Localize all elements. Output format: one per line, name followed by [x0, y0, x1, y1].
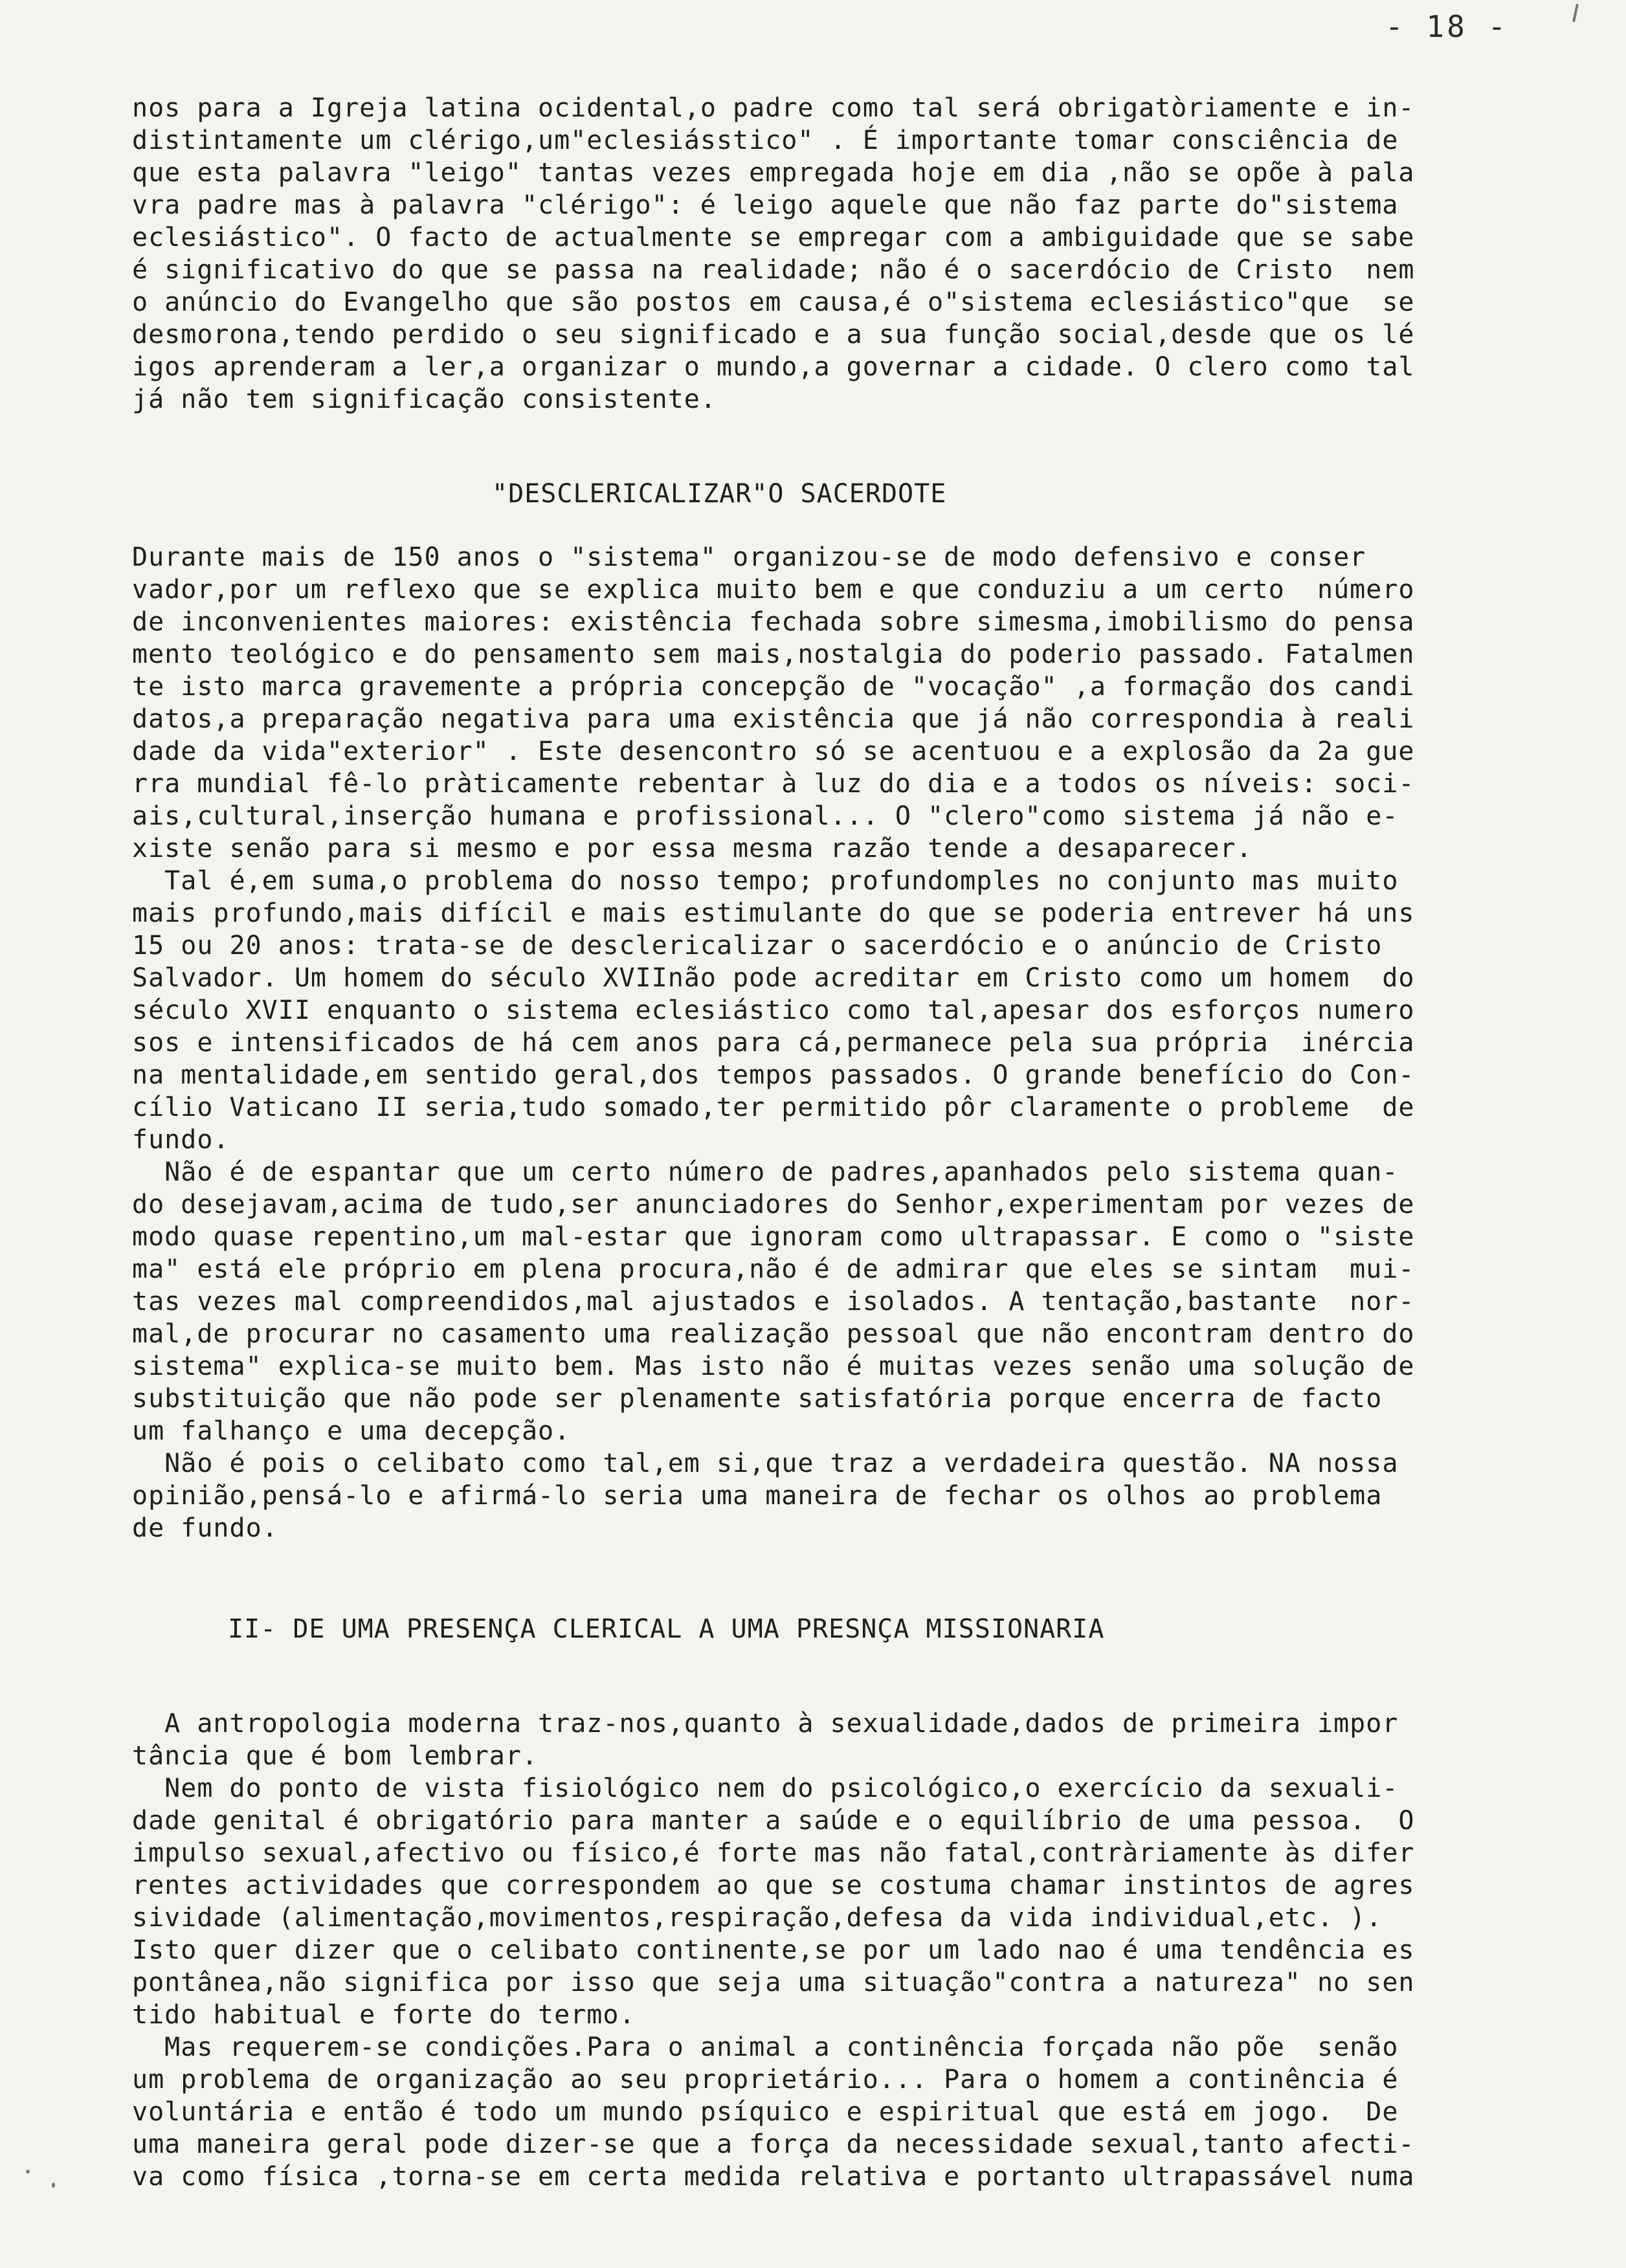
- text-line: de inconvenientes maiores: existência fechada sobre simesma,imobilismo do pensa: [132, 607, 1415, 637]
- corner-mark: [1572, 4, 1579, 22]
- scan-speck: [26, 2170, 30, 2174]
- text-line: desmorona,tendo perdido o seu significado e a sua função social,desde que os lé: [132, 320, 1415, 350]
- text-line: datos,a preparação negativa para uma existência que já não correspondia à reali: [132, 704, 1415, 734]
- text-line: dade da vida"exterior" . Este desencontro só se acentuou e a explosão da 2a gue: [132, 737, 1415, 766]
- text-line: distintamente um clérigo,um"eclesiásstico" . É importante tomar consciência de: [132, 126, 1399, 155]
- text-line: ais,cultural,inserção humana e profissional... O "clero"como sistema já não e-: [132, 801, 1399, 831]
- text-line: o anúncio do Evangelho que são postos em causa,é o"sistema eclesiástico"que se: [132, 287, 1415, 317]
- text-line: fundo.: [132, 1125, 230, 1155]
- text-line: ma" está ele próprio em plena procura,não é de admirar que eles se sintam mui-: [132, 1254, 1415, 1284]
- text-line: um falhanço e uma decepção.: [132, 1416, 571, 1446]
- text-line: na mentalidade,em sentido geral,dos tempos passados. O grande benefício do Con-: [132, 1060, 1415, 1090]
- text-line: cílio Vaticano II seria,tudo somado,ter permitido pôr claramente o probleme de: [132, 1093, 1415, 1122]
- text-line: Nem do ponto de vista fisiológico nem do psicológico,o exercício da sexuali-: [132, 1773, 1399, 1803]
- text-line: mento teológico e do pensamento sem mais,nostalgia do poderio passado. Fatalmen: [132, 639, 1415, 669]
- text-line: é significativo do que se passa na realidade; não é o sacerdócio de Cristo nem: [132, 255, 1415, 285]
- text-line: opinião,pensá-lo e afirmá-lo seria uma maneira de fechar os olhos ao problema: [132, 1481, 1383, 1511]
- text-line: vra padre mas à palavra "clérigo": é leigo aquele que não faz parte do"sistema: [132, 190, 1399, 220]
- text-line: tido habitual e forte do termo.: [132, 2000, 636, 2030]
- text-line: século XVII enquanto o sistema eclesiástico como tal,apesar dos esforços numero: [132, 995, 1415, 1025]
- text-line: te isto marca gravemente a própria concepção de "vocação" ,a formação dos candi: [132, 672, 1415, 702]
- text-line: uma maneira geral pode dizer-se que a força da necessidade sexual,tanto afecti-: [132, 2129, 1415, 2159]
- text-line: Mas requerem-se condições.Para o animal a continência forçada não põe senão: [132, 2032, 1399, 2062]
- text-line: Isto quer dizer que o celibato continente,se por um lado nao é uma tendência es: [132, 1935, 1415, 1965]
- text-line: igos aprenderam a ler,a organizar o mundo,a governar a cidade. O clero como tal: [132, 352, 1415, 382]
- text-line: 15 ou 20 anos: trata-se de desclericalizar o sacerdócio e o anúncio de Cristo: [132, 931, 1383, 961]
- text-line: que esta palavra "leigo" tantas vezes empregada hoje em dia ,não se opõe à pala: [132, 158, 1415, 188]
- text-line: A antropologia moderna traz-nos,quanto à sexualidade,dados de primeira impor: [132, 1709, 1399, 1739]
- text-line: tância que é bom lembrar.: [132, 1741, 539, 1771]
- text-line: dade genital é obrigatório para manter a saúde e o equilíbrio de uma pessoa. O: [132, 1806, 1415, 1836]
- text-line: de fundo.: [132, 1513, 278, 1543]
- text-line: nos para a Igreja latina ocidental,o padre como tal será obrigatòriamente e in-: [132, 93, 1415, 123]
- text-line: do desejavam,acima de tudo,ser anunciadores do Senhor,experimentam por vezes de: [132, 1190, 1415, 1219]
- text-line: voluntária e então é todo um mundo psíquico e espiritual que está em jogo. De: [132, 2097, 1399, 2127]
- text-line: rra mundial fê-lo pràticamente rebentar à luz do dia e a todos os níveis: soci-: [132, 769, 1415, 799]
- intro-paragraph: [132, 92, 1517, 416]
- text-line: sistema" explica-se muito bem. Mas isto não é muitas vezes senão uma solução de: [132, 1351, 1415, 1381]
- text-line: eclesiástico". O facto de actualmente se empregar com a ambiguidade que se sabe: [132, 223, 1415, 252]
- text-line: sividade (alimentação,movimentos,respiração,defesa da vida individual,etc. ).: [132, 1903, 1383, 1933]
- page-number: - 18 -: [1385, 9, 1509, 44]
- text-line: impulso sexual,afectivo ou físico,é forte mas não fatal,contràriamente às difer: [132, 1838, 1415, 1868]
- text-line: vador,por um reflexo que se explica muito bem e que conduziu a um certo número: [132, 575, 1415, 605]
- text-line: já não tem significação consistente.: [132, 384, 717, 414]
- section-2-body: [132, 1707, 1517, 2193]
- text-line: pontânea,não significa por isso que seja uma situação"contra a natureza" no sen: [132, 1968, 1415, 1997]
- text-line: xiste senão para si mesmo e por essa mesma razão tende a desaparecer.: [132, 834, 1253, 863]
- text-line: rentes actividades que correspondem ao que se costuma chamar instintos de agres: [132, 1871, 1415, 1900]
- text-line: um problema de organização ao seu proprietário... Para o homem a continência é: [132, 2065, 1399, 2095]
- section-heading-presenca-missionaria: II- DE UMA PRESENÇA CLERICAL A UMA PRESNÇA MISSIONARIA: [228, 1614, 1105, 1644]
- section-heading-desclericalizar: "DESCLERICALIZAR"O SACERDOTE: [492, 479, 947, 509]
- text-line: Não é de espantar que um certo número de padres,apanhados pelo sistema quan-: [132, 1157, 1399, 1187]
- text-line: substituição que não pode ser plenamente satisfatória porque encerra de facto: [132, 1384, 1383, 1414]
- text-line: Não é pois o celibato como tal,em si,que traz a verdadeira questão. NA nossa: [132, 1449, 1399, 1478]
- text-line: sos e intensificados de há cem anos para cá,permanece pela sua própria inércia: [132, 1028, 1415, 1058]
- text-line: mal,de procurar no casamento uma realização pessoal que não encontram dentro do: [132, 1319, 1415, 1349]
- scan-speck: [52, 2183, 55, 2188]
- text-line: Durante mais de 150 anos o "sistema" organizou-se de modo defensivo e conser: [132, 542, 1366, 572]
- section-1-body: [132, 541, 1517, 1544]
- text-line: modo quase repentino,um mal-estar que ignoram como ultrapassar. E como o "siste: [132, 1222, 1415, 1252]
- text-line: tas vezes mal compreendidos,mal ajustados e isolados. A tentação,bastante nor-: [132, 1287, 1415, 1317]
- text-line: va como física ,torna-se em certa medida relativa e portanto ultrapassável numa: [132, 2162, 1415, 2192]
- text-line: mais profundo,mais difícil e mais estimulante do que se poderia entrever há uns: [132, 898, 1415, 928]
- text-line: Salvador. Um homem do século XVIInão pode acreditar em Cristo como um homem do: [132, 963, 1415, 993]
- text-line: Tal é,em suma,o problema do nosso tempo; profundomples no conjunto mas muito: [132, 866, 1399, 896]
